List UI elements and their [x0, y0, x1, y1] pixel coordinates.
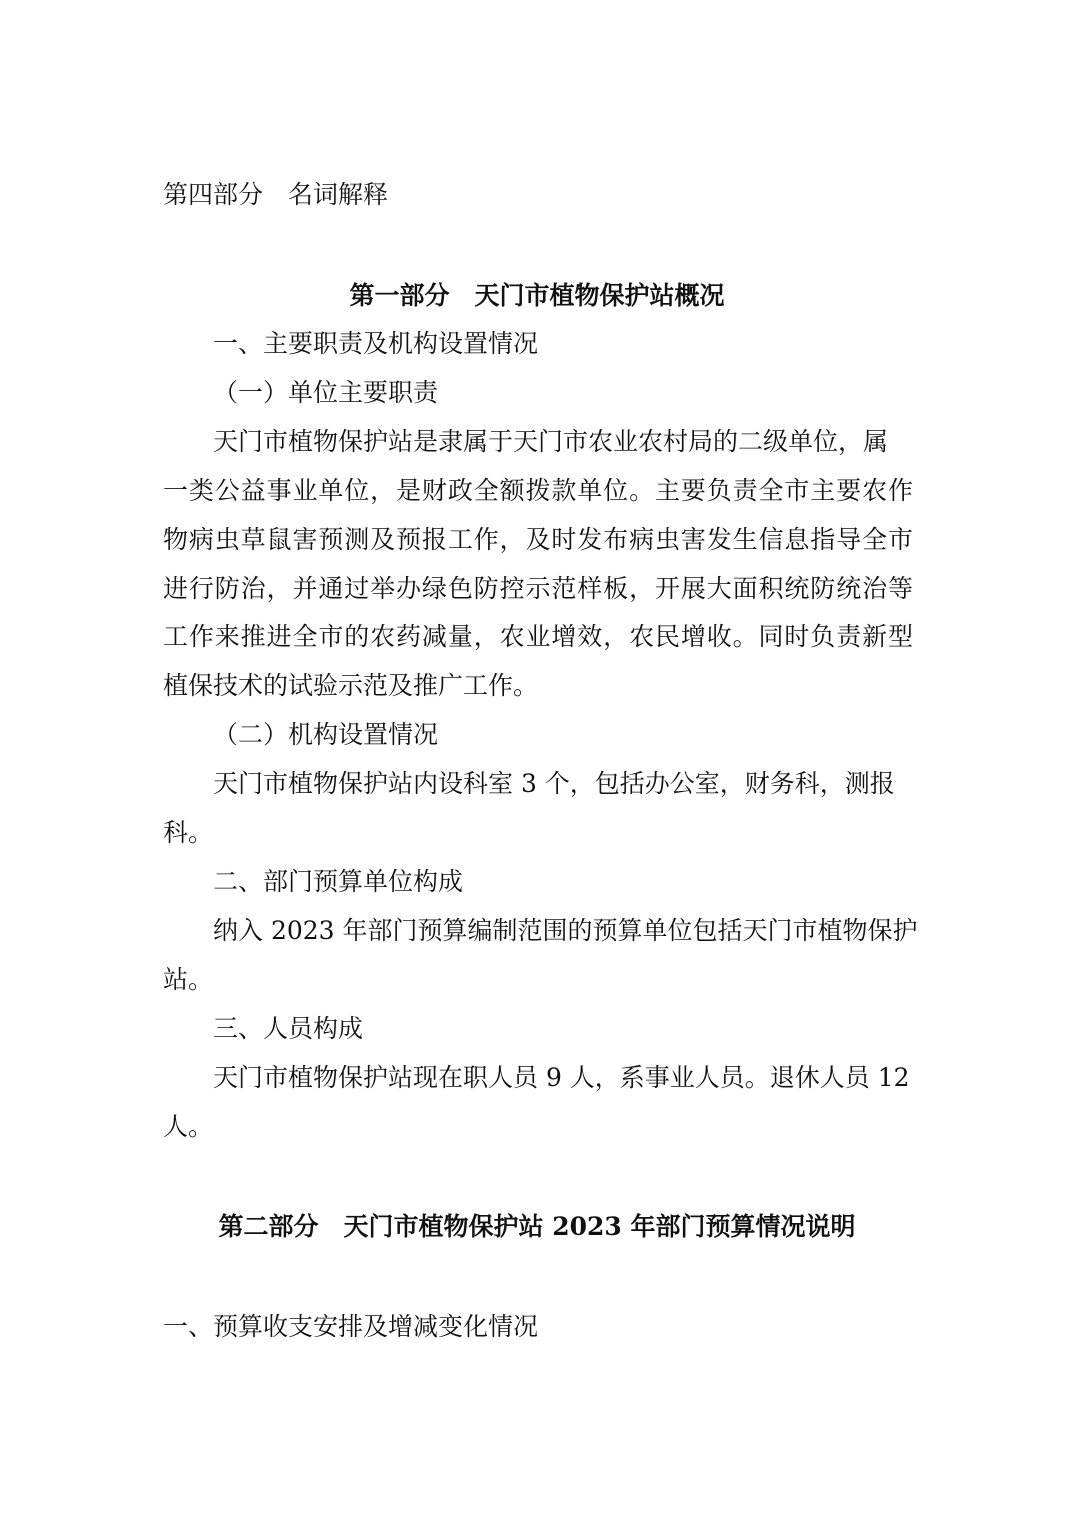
org-paragraph-line: 科。 [163, 818, 214, 847]
part4-heading: 第四部分 名词解释 [163, 180, 389, 209]
units-paragraph-line: 站。 [163, 965, 214, 994]
duties-paragraph-line: 物病虫草鼠害预测及预报工作，及时发布病虫害发生信息指导全市 [163, 525, 913, 554]
part2-section1-heading: 一、预算收支安排及增减变化情况 [163, 1312, 539, 1341]
duties-paragraph-line: 植保技术的试验示范及推广工作。 [163, 671, 539, 700]
staff-paragraph-line: 天门市植物保护站现在职人员 9 人，系事业人员。退休人员 12 [213, 1063, 910, 1092]
staff-paragraph-line: 人。 [163, 1112, 214, 1141]
part1-title: 第一部分 天门市植物保护站概况 [349, 281, 725, 310]
duties-paragraph-line: 一类公益事业单位，是财政全额拨款单位。主要负责全市主要农作 [163, 476, 913, 505]
subsection-duties-heading: （一）单位主要职责 [213, 378, 439, 407]
section3-heading: 三、人员构成 [213, 1014, 364, 1043]
units-paragraph-line: 纳入 2023 年部门预算编制范围的预算单位包括天门市植物保护 [213, 916, 918, 945]
duties-paragraph-line: 进行防治，并通过举办绿色防控示范样板，开展大面积统防统治等 [163, 574, 913, 603]
section2-heading: 二、部门预算单位构成 [213, 867, 464, 896]
part2-title: 第二部分 天门市植物保护站 2023 年部门预算情况说明 [218, 1212, 856, 1241]
duties-paragraph-line: 工作来推进全市的农药减量，农业增效，农民增收。同时负责新型 [163, 622, 913, 651]
subsection-org-heading: （二）机构设置情况 [213, 720, 439, 749]
section1-heading: 一、主要职责及机构设置情况 [213, 329, 539, 358]
org-paragraph-line: 天门市植物保护站内设科室 3 个，包括办公室，财务科，测报 [213, 769, 895, 798]
duties-paragraph-line: 天门市植物保护站是隶属于天门市农业农村局的二级单位，属 [213, 427, 889, 456]
